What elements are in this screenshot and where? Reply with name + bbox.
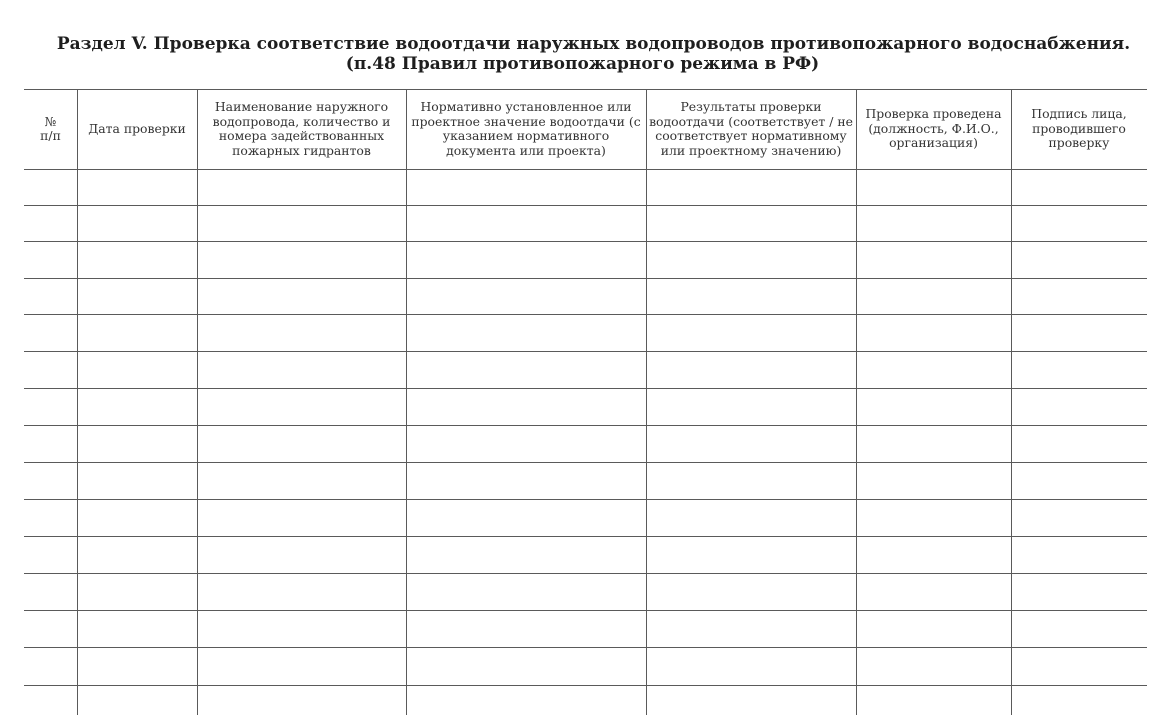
table-row	[24, 351, 1147, 352]
table-row	[24, 462, 1147, 463]
column-divider	[856, 89, 857, 715]
table-row	[24, 610, 1147, 611]
column-divider	[1011, 89, 1012, 715]
table-row	[24, 314, 1147, 315]
section-title-line-1: Раздел V. Проверка соответствие водоотдачи наружных водопроводов противопожарного водоснабжения.	[56, 34, 1131, 54]
column-divider	[646, 89, 647, 715]
header-number	[24, 89, 77, 169]
header-inspector-label: Проверка проведена (должность, Ф.И.О., организация)	[865, 106, 1002, 151]
header-inspector	[856, 89, 1011, 169]
header-date-label: Дата проверки	[88, 120, 186, 136]
table-top-border	[24, 89, 1147, 90]
header-signature-label: Подпись лица, проводившего проверку	[1031, 106, 1127, 151]
table-row	[24, 647, 1147, 648]
header-number-label: № п/п	[40, 113, 61, 143]
table-row	[24, 573, 1147, 574]
table-row	[24, 685, 1147, 686]
header-standard-value-label: Нормативно установленное или проектное значение водоотдачи (с указанием нормативного документа или проекта)	[411, 99, 641, 158]
column-divider	[197, 89, 198, 715]
section-title	[0, 34, 1165, 74]
section-title-line-2: (п.48 Правил противопожарного режима в РФ)	[345, 54, 820, 74]
header-water-main	[197, 89, 406, 169]
column-divider	[406, 89, 407, 715]
header-date	[77, 89, 197, 169]
header-results	[646, 89, 856, 169]
table-row	[24, 205, 1147, 206]
header-results-label: Результаты проверки водоотдачи (соответствует / не соответствует нормативному или проектному значению)	[649, 99, 853, 158]
header-water-main-label: Наименование наружного водопровода, количество и номера задействованных пожарных гидрантов	[212, 99, 391, 158]
header-standard-value	[406, 89, 646, 169]
table-row	[24, 425, 1147, 426]
header-bottom-border	[24, 169, 1147, 170]
table-row	[24, 499, 1147, 500]
table-row	[24, 536, 1147, 537]
table-row	[24, 241, 1147, 242]
table-row	[24, 388, 1147, 389]
header-signature	[1011, 89, 1147, 169]
column-divider	[77, 89, 78, 715]
table-row	[24, 278, 1147, 279]
